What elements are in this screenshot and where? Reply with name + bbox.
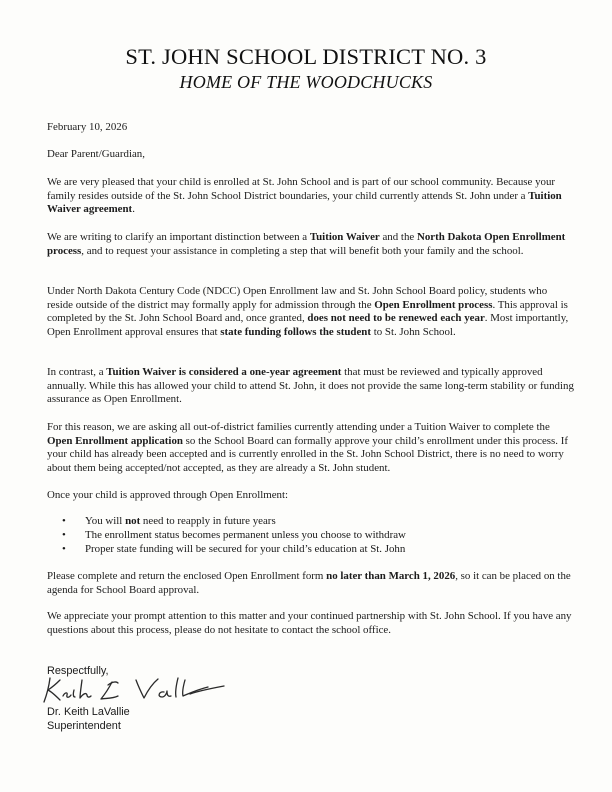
- paragraph-tuition-waiver-contrast: In contrast, a Tuition Waiver is considered a one-year agreement that must be reviewed and typically approved annually. While this has allowed your child to attend St. John, it does not provide the same long-term stability or funding assurance as Open Enrollment.: [47, 366, 574, 406]
- bullet-icon: •: [62, 528, 66, 541]
- paragraph-deadline: Please complete and return the enclosed Open Enrollment form no later than March 1, 2026, so it can be placed on the agenda for School Board approval.: [47, 570, 571, 596]
- district-name-heading: ST. JOHN SCHOOL DISTRICT NO. 3: [125, 44, 487, 69]
- paragraph-open-enrollment-law: Under North Dakota Century Code (NDCC) Open Enrollment law and St. John School Board policy, students who reside outside of the district may formally apply for admission through the Open Enrollment process. This approval is completed by the St. John School Board and, once granted, does not need to be renewed each year. Most importantly, Open Enrollment approval ensures that state funding follows the student to St. John School.: [47, 285, 569, 338]
- bullet-icon: •: [62, 515, 66, 527]
- bullet-icon: •: [62, 542, 66, 555]
- signer-name: Dr. Keith LaVallie: [47, 706, 130, 718]
- benefits-list: [62, 515, 572, 556]
- handwritten-signature: [38, 670, 228, 708]
- paragraph-closing-remarks: We appreciate your prompt attention to this matter and your continued partnership with St. John School. If you have any questions about this process, please do not hesitate to contact the school office.: [47, 610, 572, 636]
- closing-text: Respectfully,: [47, 665, 109, 677]
- list-item: • You will not need to reapply in future years: [62, 515, 276, 527]
- district-motto: HOME OF THE WOODCHUCKS: [179, 72, 433, 92]
- letter-date: February 10, 2026: [47, 121, 128, 133]
- list-item: • The enrollment status becomes permanent unless you choose to withdraw: [62, 528, 406, 541]
- paragraph-benefits-intro: Once your child is approved through Open Enrollment:: [47, 489, 289, 501]
- paragraph-distinction: We are writing to clarify an important distinction between a Tuition Waiver and the North Dakota Open Enrollment process, and to request your assistance in completing a step that will benefit both your family and the school.: [47, 231, 566, 257]
- paragraph-tuition-waiver-intro: We are very pleased that your child is enrolled at St. John School and is part of our school community. Because your family resides outside of the St. John School District boundaries, your child currently attends St. John under a Tuition Waiver agreement.: [47, 176, 562, 216]
- signer-title: Superintendent: [47, 720, 121, 732]
- salutation: Dear Parent/Guardian,: [47, 148, 145, 160]
- paragraph-application-request: For this reason, we are asking all out-of-district families currently attending under a Tuition Waiver to complete the Open Enrollment application so the School Board can formally approve your child’s enrollment under this process. If your child has already been accepted and is currently enrolled in the St. John School District, there is no need to worry about them being accepted/not accepted, as they are already a St. John student.: [47, 421, 568, 474]
- list-item: • Proper state funding will be secured for your child’s education at St. John: [62, 542, 406, 555]
